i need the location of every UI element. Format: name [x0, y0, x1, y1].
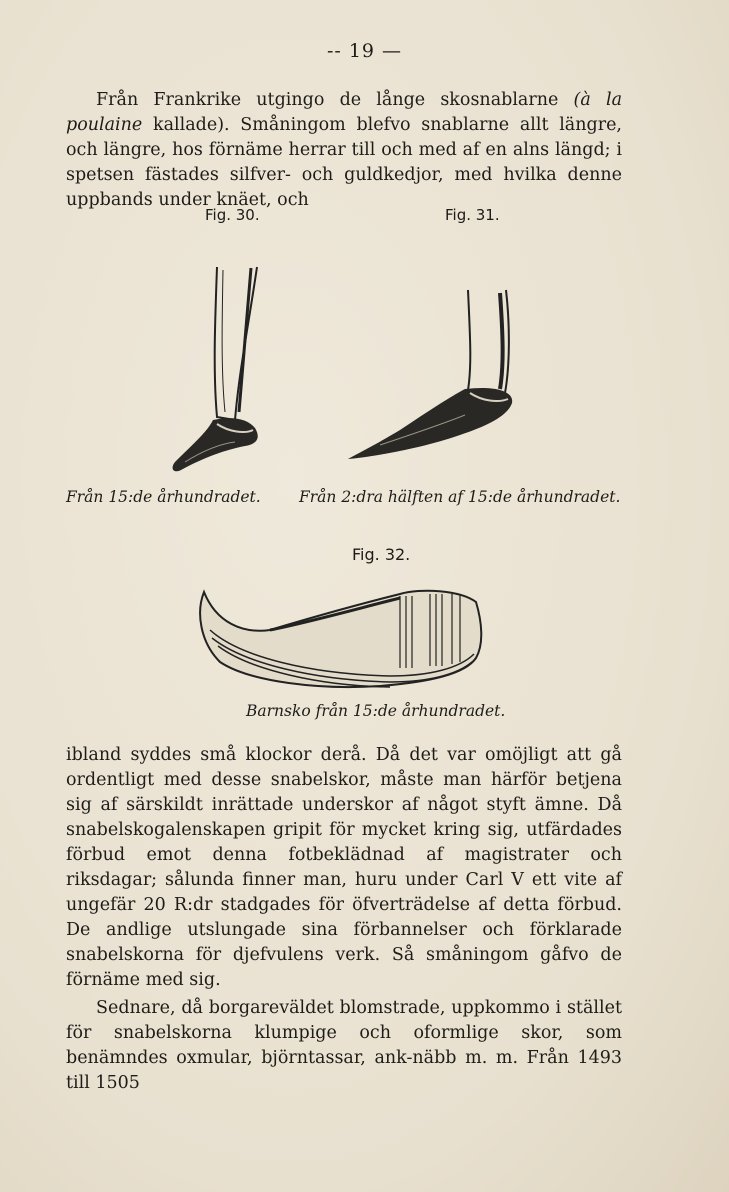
fig-30-label: Fig. 30. — [205, 206, 260, 224]
fig-31-shoe — [348, 388, 512, 459]
fig-32-caption: Barnsko från 15:de århundradet. — [246, 702, 506, 720]
fig-30-caption: Från 15:de århundradet. — [66, 488, 261, 506]
fig-30-shoe — [173, 418, 258, 471]
intro-text-end: kallade). Småningom blefvo snablarne allt längre, och längre, hos förnäme herrar till och med af en alns längd; i spetsen fästades silfver- och guldkedjor, med hvilka denne uppbands under knäet, och — [66, 115, 622, 210]
fig-31-label: Fig. 31. — [445, 206, 500, 224]
body-paragraph-2: Sednare, då borgareväldet blomstrade, uppkommo i stället för snabelskorna klumpige och oformlige skor, som benämndes oxmular, björntassar, ank-näbb m. m. Från 1493 till 1505 — [66, 998, 622, 1093]
intro-text-italic: (à la poulaine — [66, 90, 623, 135]
fig-32-label: Fig. 32. — [352, 545, 411, 564]
fig-30-illustration — [165, 262, 290, 480]
intro-text-start: Från Frankrike utgingo de långe skosnablarne — [96, 90, 574, 110]
body-paragraph-1: ibland syddes små klockor derå. Då det var omöjligt att gå ordentligt med desse snabelskor, måste man härför betjena sig af särskildt inrättade underskor af något styft ämne. Då snabelskogalenskapen gripit för mycket kring sig, utfärdades förbud emot denna fotbeklädnad af magistrater och riksdagar; sålunda finner man, huru under Carl V ett vite af ungefär 20 R:dr stadgades för öfverträdelse af detta förbud. De andlige utslungade sina förbannelser och förklarade snabelskorna för djefvulens verk. Så småningom gåfvo de förnäme med sig. — [66, 745, 622, 990]
page-number: -- 19 — — [326, 40, 403, 62]
intro-paragraph — [66, 88, 622, 213]
fig-32-illustration — [190, 582, 490, 694]
fig-31-caption: Från 2:dra hälften af 15:de århundradet. — [299, 488, 621, 506]
fig-31-illustration — [340, 285, 530, 465]
